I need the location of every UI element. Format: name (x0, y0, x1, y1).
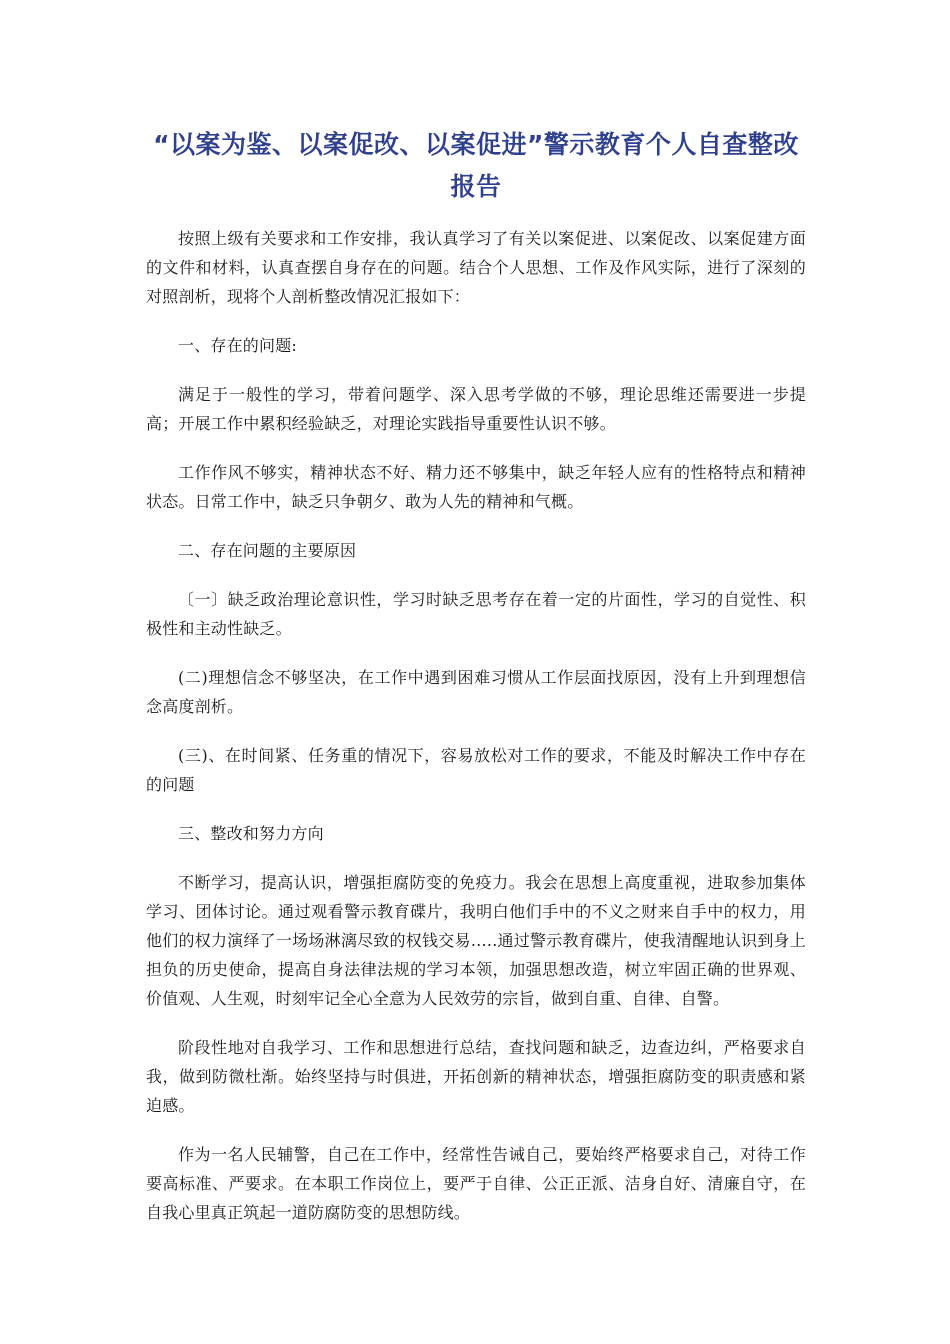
body-paragraph: 工作作风不够实，精神状态不好、精力还不够集中，缺乏年轻人应有的性格特点和精神状态。日常工作中，缺乏只争朝夕、敢为人先的精神和气概。 (146, 463, 806, 511)
body-paragraph: (二)理想信念不够坚决，在工作中遇到困难习惯从工作层面找原因，没有上升到理想信念高度剖析。 (146, 668, 806, 716)
document-page (146, 124, 806, 1247)
intro-paragraph: 按照上级有关要求和工作安排，我认真学习了有关以案促进、以案促改、以案促建方面的文件和材料，认真查摆自身存在的问题。结合个人思想、工作及作风实际，进行了深刻的对照剖析，现将个人剖析整改情况汇报如下： (146, 229, 806, 306)
body-paragraph: 满足于一般性的学习，带着问题学、深入思考学做的不够，理论思维还需要进一步提高；开展工作中累积经验缺乏，对理论实践指导重要性认识不够。 (146, 385, 806, 433)
body-paragraph: 作为一名人民辅警，自己在工作中，经常性告诫自己，要始终严格要求自己，对待工作要高标准、严要求。在本职工作岗位上，要严于自律、公正正派、洁身自好、清廉自守，在自我心里真正筑起一道防腐防变的思想防线。 (146, 1145, 806, 1222)
body-paragraph: (三)、在时间紧、任务重的情况下，容易放松对工作的要求，不能及时解决工作中存在的问题 (146, 746, 806, 794)
section-heading-rectification: 三、整改和努力方向 (178, 824, 324, 843)
section-heading-problems: 一、存在的问题: (178, 336, 297, 355)
document-title: “以案为鉴、以案促改、以案促进”警示教育个人自查整改报告 (153, 130, 799, 201)
body-paragraph: 阶段性地对自我学习、工作和思想进行总结，查找问题和缺乏，边查边纠，严格要求自我，做到防微杜渐。始终坚持与时俱进，开拓创新的精神状态，增强拒腐防变的职责感和紧迫感。 (146, 1038, 806, 1115)
body-paragraph: 不断学习，提高认识，增强拒腐防变的免疫力。我会在思想上高度重视，进取参加集体学习、团体讨论。通过观看警示教育碟片，我明白他们手中的不义之财来自手中的权力，用他们的权力演绎了一场场淋漓尽致的权钱交易…..通过警示教育碟片，使我清醒地认识到身上担负的历史使命，提高自身法律法规的学习本领，加强思想改造，树立牢固正确的世界观、价值观、人生观，时刻牢记全心全意为人民效劳的宗旨，做到自重、自律、自警。 (146, 873, 806, 1008)
body-paragraph: 〔一〕缺乏政治理论意识性，学习时缺乏思考存在着一定的片面性，学习的自觉性、积极性和主动性缺乏。 (146, 590, 806, 638)
section-heading-causes: 二、存在问题的主要原因 (178, 541, 357, 560)
